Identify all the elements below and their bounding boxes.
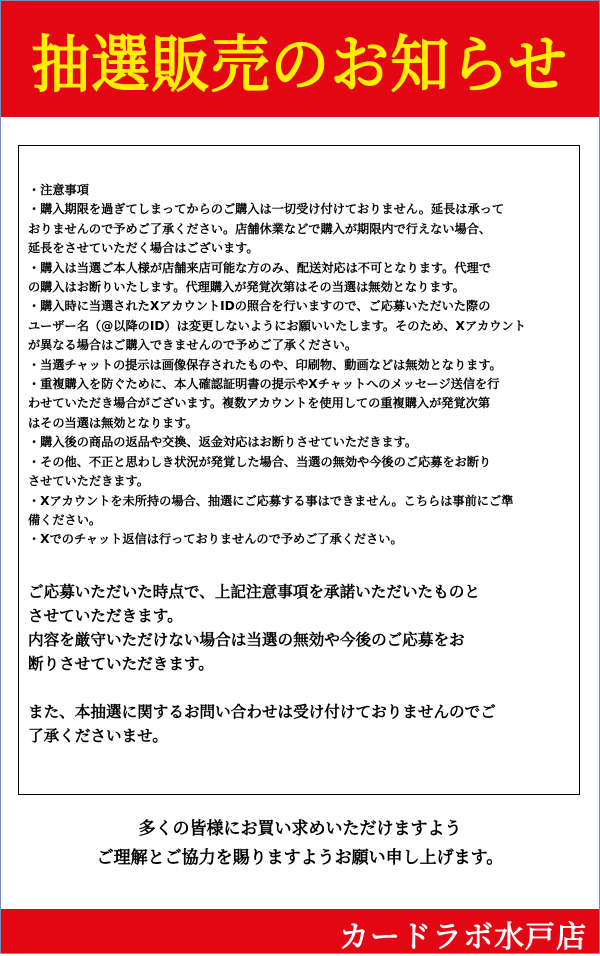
closing-line-2: ご理解とご協力を賜りますようお願い申し上げます。 bbox=[96, 848, 504, 868]
consent-line: させていただきます。 bbox=[28, 607, 183, 625]
consent-text bbox=[28, 580, 576, 748]
inquiry-line: また、本抽選に関するお問い合わせは受け付けておりませんのでご bbox=[28, 703, 496, 721]
note-line: ユーザー名（@以降のID）は変更しないようにお願いいたします。そのため、Xアカウント bbox=[28, 318, 526, 333]
page-title: 抽選販売のお知らせ bbox=[31, 27, 569, 101]
note-line: 延長をさせていただく場合はございます。 bbox=[28, 241, 259, 256]
consent-line: ご応募いただいた時点で、上記注意事項を承諾いただいたものと bbox=[28, 583, 480, 601]
footer-banner bbox=[1, 909, 599, 953]
note-line: させていただきます。 bbox=[28, 474, 149, 489]
closing-message bbox=[0, 815, 600, 873]
note-line: わせていただき場合がございます。複数アカウントを使用しての重複購入が発覚次第 bbox=[28, 396, 491, 411]
note-line: はその当選は無効となります。 bbox=[28, 415, 198, 430]
note-line: の購入はお断りいたします。代理購入が発覚次第はその当選は無効となります。 bbox=[28, 280, 465, 295]
consent-line: 内容を厳守いただけない場合は当選の無効や今後のご応募をお bbox=[28, 631, 465, 649]
closing-line-1: 多くの皆様にお買い求めいただけますよう bbox=[138, 819, 462, 839]
header-banner bbox=[1, 1, 599, 117]
note-line: が異なる場合はご購入できませんので予めご了承ください。 bbox=[28, 338, 358, 353]
note-line: おりませんので予めご了承ください。店舗休業などで購入が期限内で行えない場合、 bbox=[28, 221, 492, 236]
note-line: ・Xでのチャット返信は行っておりませんので予めご了承ください。 bbox=[28, 532, 403, 547]
notes-list bbox=[28, 181, 576, 550]
notes-heading: ・注意事項 bbox=[28, 183, 89, 197]
note-line: ・購入時に当選されたXアカウントIDの照合を行いますので、ご応募いただいた際の bbox=[28, 299, 491, 314]
note-line: ・購入は当選ご本人様が店舗来店可能な方のみ、配送対応は不可となります。代理で bbox=[28, 260, 491, 275]
note-line: 備ください。 bbox=[28, 512, 102, 527]
note-line: ・購入後の商品の返品や交換、返金対応はお断りさせていただきます。 bbox=[28, 435, 418, 450]
note-line: ・購入期限を過ぎてしまってからのご購入は一切受け付けておりません。延長は承って bbox=[28, 202, 505, 217]
note-line: ・Xアカウントを未所持の場合、抽選にご応募する事はできません。こちらは事前にご準 bbox=[28, 493, 514, 508]
paragraph-gap bbox=[28, 676, 576, 700]
note-line: ・その他、不正と思わしき状況が発覚した場合、当選の無効や今後のご応募をお断り bbox=[28, 454, 492, 469]
inquiry-line: 了承くださいませ。 bbox=[28, 727, 168, 745]
note-line: ・重複購入を防ぐために、本人確認証明書の提示やXチャットへのメッセージ送信を行 bbox=[28, 377, 500, 392]
note-line: ・当選チャットの提示は画像保存されたものや、印刷物、動画などは無効となります。 bbox=[28, 357, 502, 372]
store-name: カードラボ水戸店 bbox=[339, 920, 587, 955]
consent-line: 断りさせていただきます。 bbox=[28, 655, 214, 673]
